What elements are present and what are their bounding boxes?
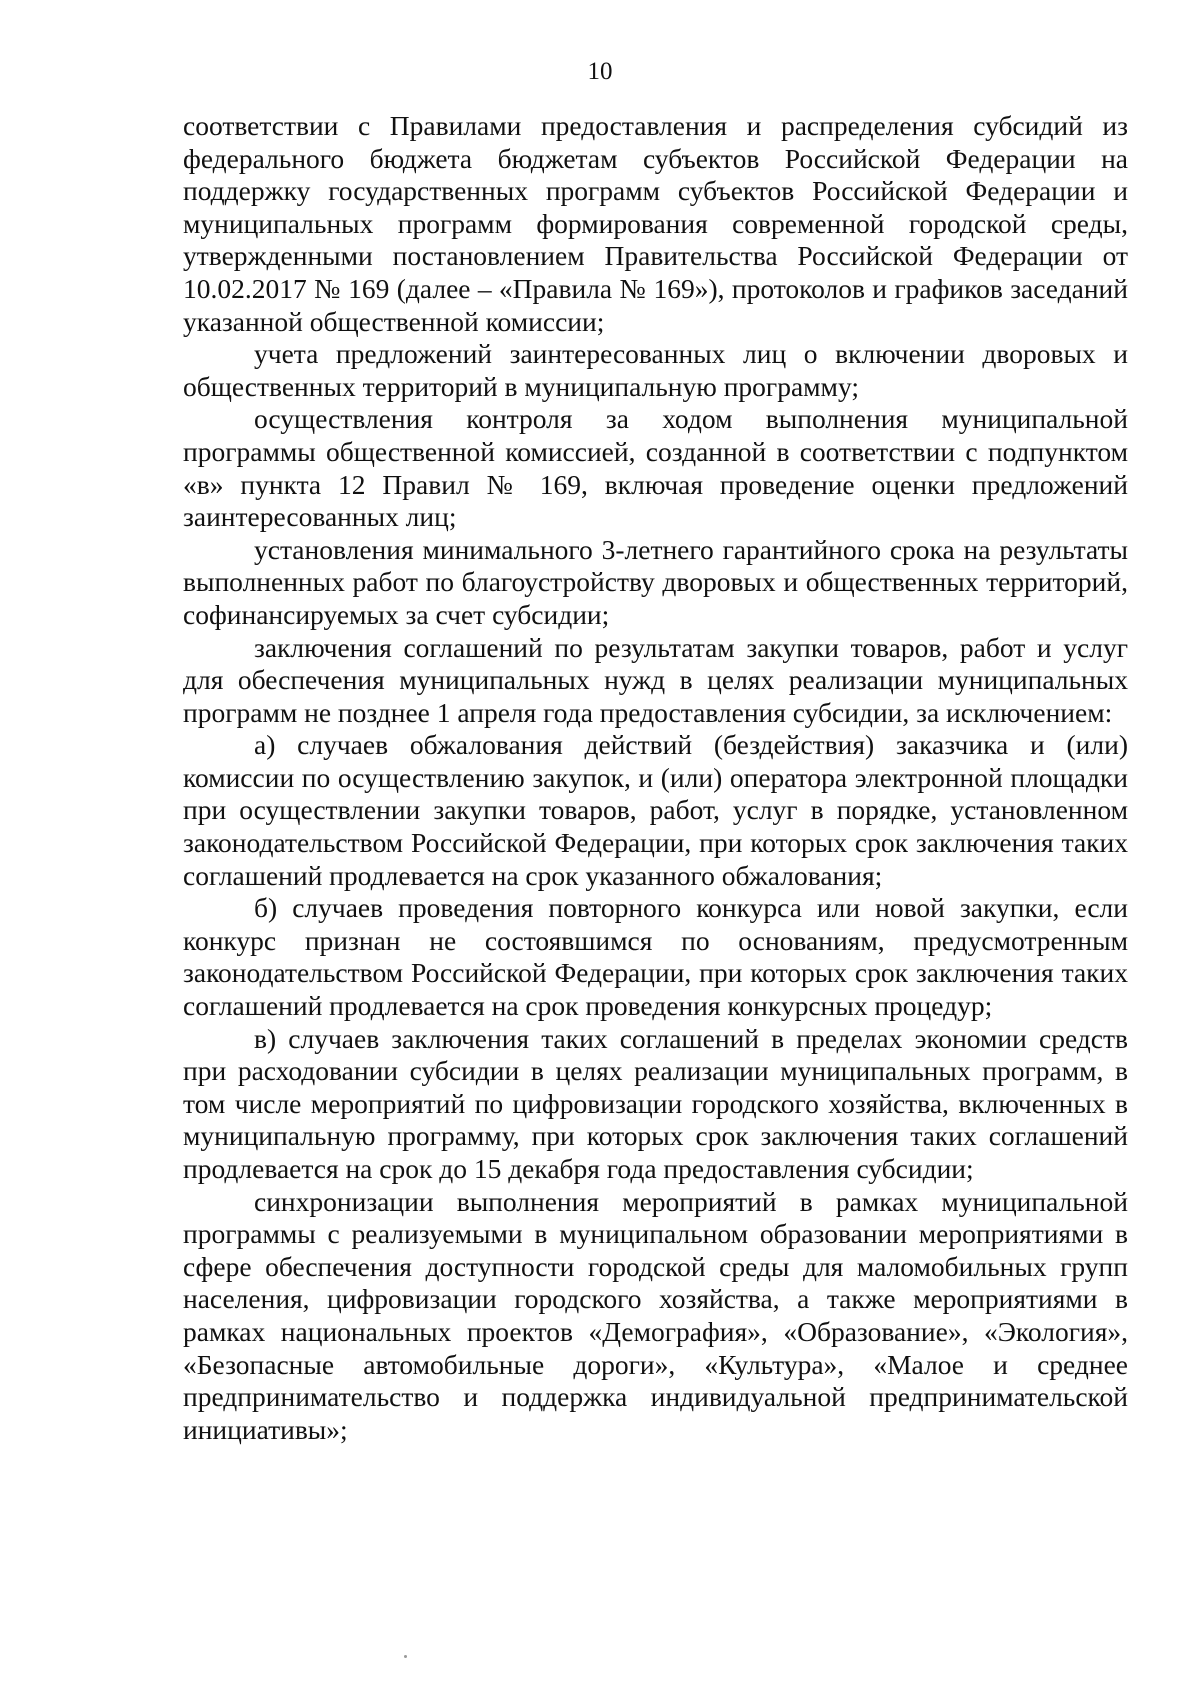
list-item-a: а) случаев обжалования действий (бездействия) заказчика и (или) комиссии по осуществлению закупок, и (или) оператора электронной площадки при осуществлении закупки товаров, работ, услуг в порядке, установленном законодательством Российской Федерации, при которых срок заключения таких соглашений продлевается на срок указанного обжалования; [183,729,1128,891]
paragraph: заключения соглашений по результатам закупки товаров, работ и услуг для обеспечения муниципальных нужд в целях реализации муниципальных программ не позднее 1 апреля года предоставления субсидии, за исключением: [183,631,1128,728]
scan-artifact [404,1655,407,1658]
paragraph: установления минимального 3-летнего гарантийного срока на результаты выполненных работ по благоустройству дворовых и общественных территорий, софинансируемых за счет субсидии; [183,533,1128,630]
paragraph: осуществления контроля за ходом выполнения муниципальной программы общественной комиссией, созданной в соответствии с подпунктом «в» пункта 12 Правил № 169, включая проведение оценки предложений заинтересованных лиц; [183,403,1128,533]
page-number: 10 [587,58,613,85]
document-body [183,110,1128,1446]
paragraph: учета предложений заинтересованных лиц о включении дворовых и общественных территорий в муниципальную программу; [183,338,1128,402]
list-item-b: б) случаев проведения повторного конкурса или новой закупки, если конкурс признан не состоявшимся по основаниям, предусмотренным законодательством Российской Федерации, при которых срок заключения таких соглашений продлевается на срок проведения конкурсных процедур; [183,892,1128,1022]
list-item-v: в) случаев заключения таких соглашений в пределах экономии средств при расходовании субсидии в целях реализации муниципальных программ, в том числе мероприятий по цифровизации городского хозяйства, включенных в муниципальную программу, при которых срок заключения таких соглашений продлевается на срок до 15 декабря года предоставления субсидии; [183,1022,1128,1184]
paragraph-continuation: соответствии с Правилами предоставления и распределения субсидий из федерального бюджета бюджетам субъектов Российской Федерации на поддержку государственных программ субъектов Российской Федерации и муниципальных программ формирования современной городской среды, утвержденными постановлением Правительства Российской Федерации от 10.02.2017 № 169 (далее – «Правила № 169»), протоколов и графиков заседаний указанной общественной комиссии; [183,110,1128,337]
paragraph: синхронизации выполнения мероприятий в рамках муниципальной программы с реализуемыми в муниципальном образовании мероприятиями в сфере обеспечения доступности городской среды для маломобильных групп населения, цифровизации городского хозяйства, а также мероприятиями в рамках национальных проектов «Демография», «Образование», «Экология», «Безопасные автомобильные дороги», «Культура», «Малое и среднее предпринимательство и поддержка индивидуальной предпринимательской инициативы»; [183,1185,1128,1445]
